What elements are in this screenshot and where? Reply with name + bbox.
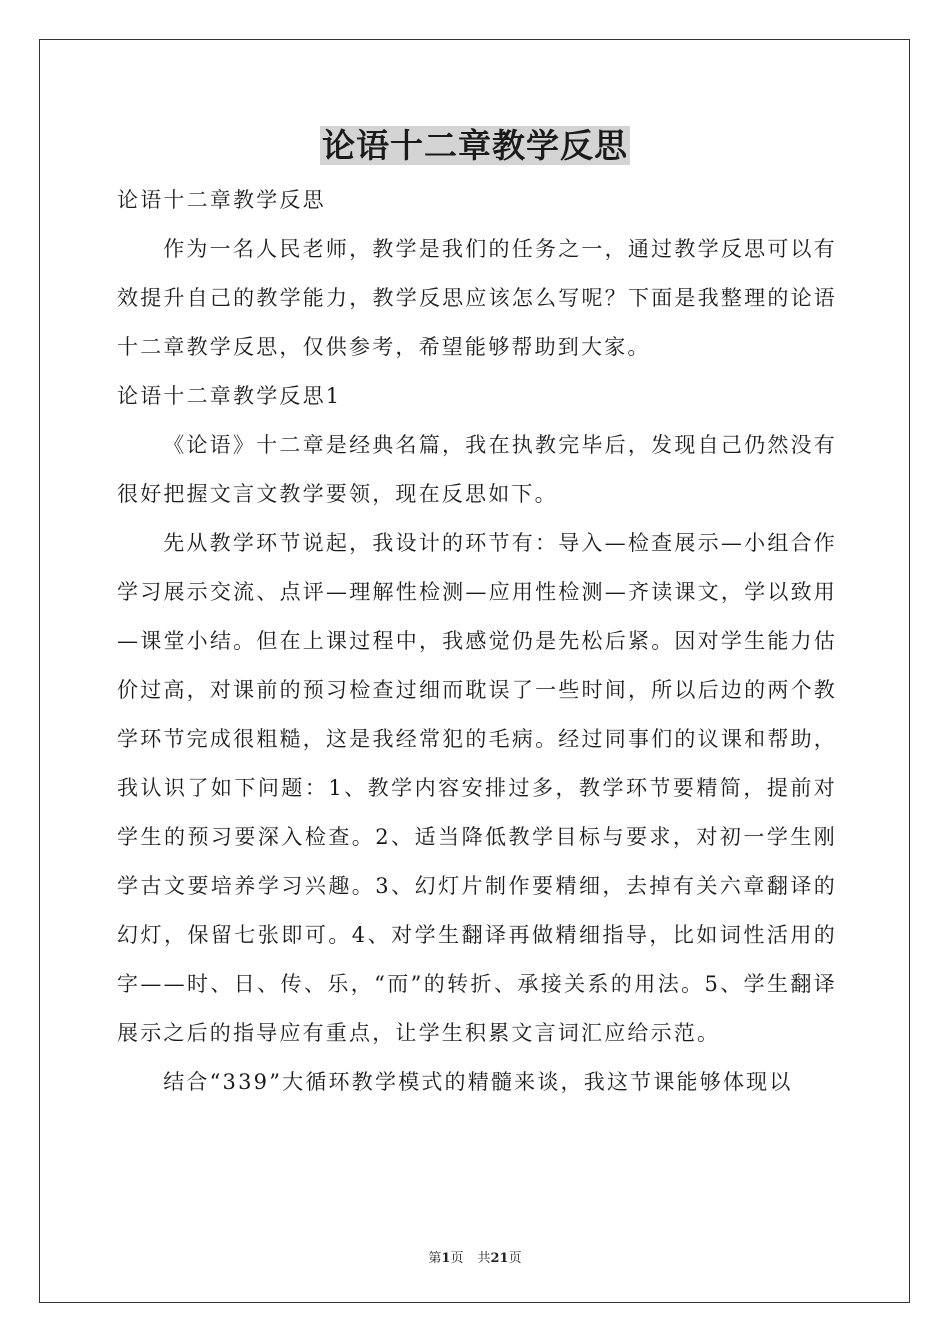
paragraph-body: 《论语》十二章是经典名篇，我在执教完毕后，发现自己仍然没有很好把握文言文教学要领，现在反思如下。	[117, 433, 837, 506]
page-suffix: 页	[450, 1251, 464, 1266]
document-body	[117, 176, 837, 1107]
document-title-text: 论语十二章教学反思	[322, 126, 628, 165]
paragraph-intro: 作为一名人民老师，教学是我们的任务之一，通过教学反思可以有效提升自己的教学能力，教学反思应该怎么写呢？下面是我整理的论语十二章教学反思，仅供参考，希望能够帮助到大家。	[117, 237, 837, 359]
paragraph-body: 先从教学环节说起，我设计的环节有：导入—检查展示—小组合作学习展示交流、点评—理解性检测—应用性检测—齐读课文，学以致用—课堂小结。但在上课过程中，我感觉仍是先松后紧。因对学生能力估价过高，对课前的预习检查过细而耽误了一些时间，所以后边的两个教学环节完成很粗糙，这是我经常犯的毛病。经过同事们的议课和帮助，我认识了如下问题：1、教学内容安排过多，教学环节要精简，提前对学生的预习要深入检查。2、适当降低教学目标与要求，对初一学生刚学古文要培养学习兴趣。3、幻灯片制作要精细，去掉有关六章翻译的幻灯，保留七张即可。4、对学生翻译再做精细指导，比如词性活用的字——时、日、传、乐，“而”的转折、承接关系的用法。5、学生翻译展示之后的指导应有重点，让学生积累文言词汇应给示范。	[117, 531, 837, 1045]
current-page-number: 1	[441, 1251, 451, 1266]
total-prefix: 共	[477, 1251, 491, 1266]
page-footer	[0, 1247, 950, 1266]
paragraph-subtitle: 论语十二章教学反思	[117, 188, 326, 212]
page-prefix: 第	[428, 1251, 442, 1266]
total-pages-number: 21	[490, 1251, 509, 1266]
paragraph-section-heading: 论语十二章教学反思1	[117, 384, 342, 408]
total-suffix: 页	[508, 1251, 522, 1266]
paragraph-body: 结合“339”大循环教学模式的精髓来谈，我这节课能够体现以	[163, 1070, 793, 1094]
document-title	[0, 124, 950, 168]
